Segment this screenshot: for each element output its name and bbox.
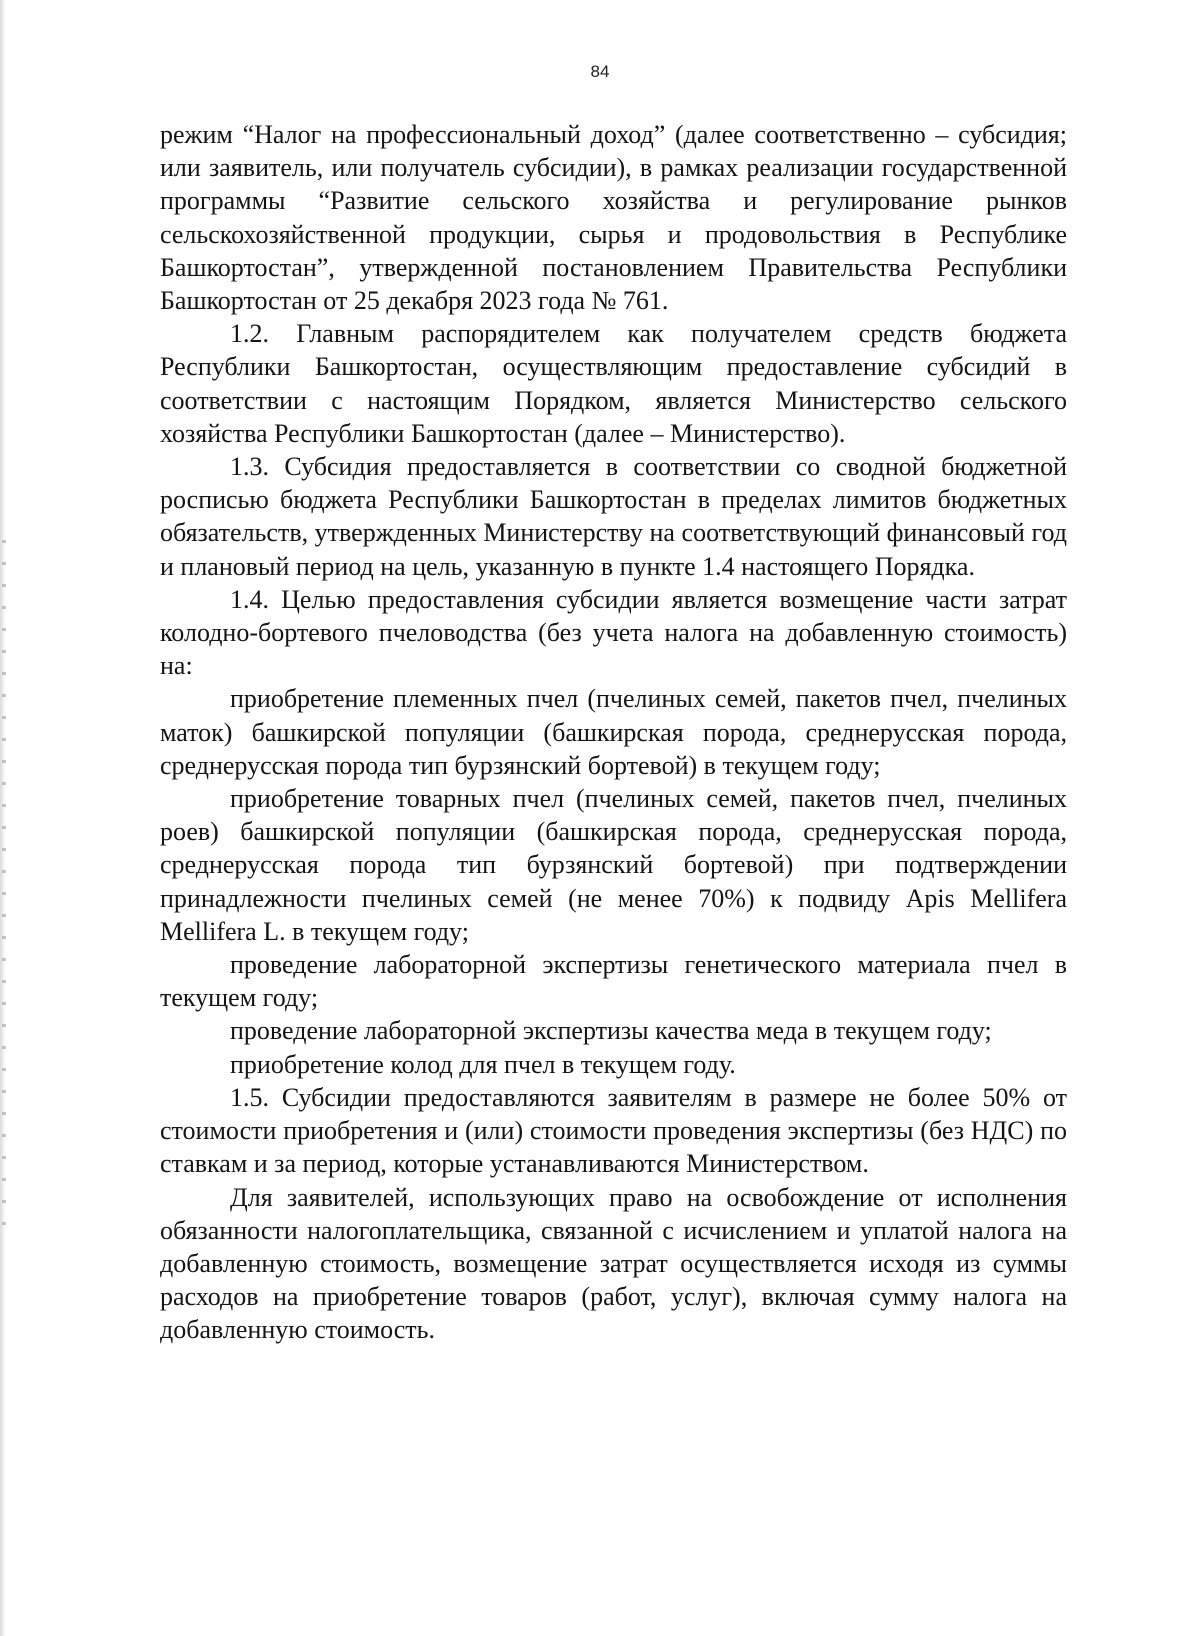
list-item-honey-expertise: проведение лабораторной экспертизы качества меда в текущем году;: [230, 1016, 992, 1046]
paragraph-1-2: 1.2. Главным распорядителем как получателем средств бюджета Республики Башкортостан, осуществляющим предоставление субсидий в соответствии с настоящим Порядком, является Министерство сельского хозяйства Республики Башкортостан (далее – Министерство).: [160, 319, 1067, 448]
list-item-genetic-expertise: проведение лабораторной экспертизы генетического материала пчел в текущем году;: [160, 950, 1067, 1013]
page-number: 84: [590, 62, 610, 81]
list-item-breeding-bees: приобретение племенных пчел (пчелиных семей, пакетов пчел, пчелиных маток) башкирской популяции (башкирская порода, среднерусская порода, среднерусская порода тип бурзянский бортевой) в текущем году;: [160, 684, 1067, 780]
list-item-hive-logs: приобретение колод для пчел в текущем году.: [230, 1049, 736, 1079]
paragraph-vat-exemption: Для заявителей, использующих право на освобождение от исполнения обязанности налогоплательщика, связанной с исчислением и уплатой налога на добавленную стоимость, возмещение затрат осуществляется исходя из суммы расходов на приобретение товаров (работ, услуг), включая сумму налога на добавленную стоимость.: [160, 1182, 1067, 1345]
list-item-commodity-bees: приобретение товарных пчел (пчелиных семей, пакетов пчел, пчелиных роев) башкирской популяции (башкирская порода, среднерусская порода, среднерусская порода тип бурзянский бортевой) при подтверждении принадлежности пчелиных семей (не менее 70%) к подвиду Apis Mellifera Mellifera L. в текущем году;: [160, 784, 1067, 946]
paragraph-1-5: 1.5. Субсидии предоставляются заявителям в размере не более 50% от стоимости приобретения и (или) стоимости проведения экспертизы (без НДС) по ставкам и за период, которые устанавливаются Министерством.: [160, 1082, 1067, 1179]
paragraph-1-3: 1.3. Субсидия предоставляется в соответствии со сводной бюджетной росписью бюджета Республики Башкортостан в пределах лимитов бюджетных обязательств, утвержденных Министерству на соответствующий финансовый год и плановый период на цель, указанную в пункте 1.4 настоящего Порядка.: [160, 452, 1067, 581]
document-body: [160, 118, 1067, 1347]
scan-binding-marks: [2, 540, 6, 1240]
paragraph-1-4: 1.4. Целью предоставления субсидии является возмещение части затрат колодно-бортевого пчеловодства (без учета налога на добавленную стоимость) на:: [160, 584, 1067, 681]
paragraph-1-1-continuation: режим “Налог на профессиональный доход” (далее соответственно – субсидия; или заявитель, или получатель субсидии), в рамках реализации государственной программы “Развитие сельского хозяйства и регулирование рынков сельскохозяйственной продукции, сырья и продовольствия в Республике Башкортостан”, утвержденной постановлением Правительства Республики Башкортостан от 25 декабря 2023 года № 761.: [160, 120, 1067, 316]
